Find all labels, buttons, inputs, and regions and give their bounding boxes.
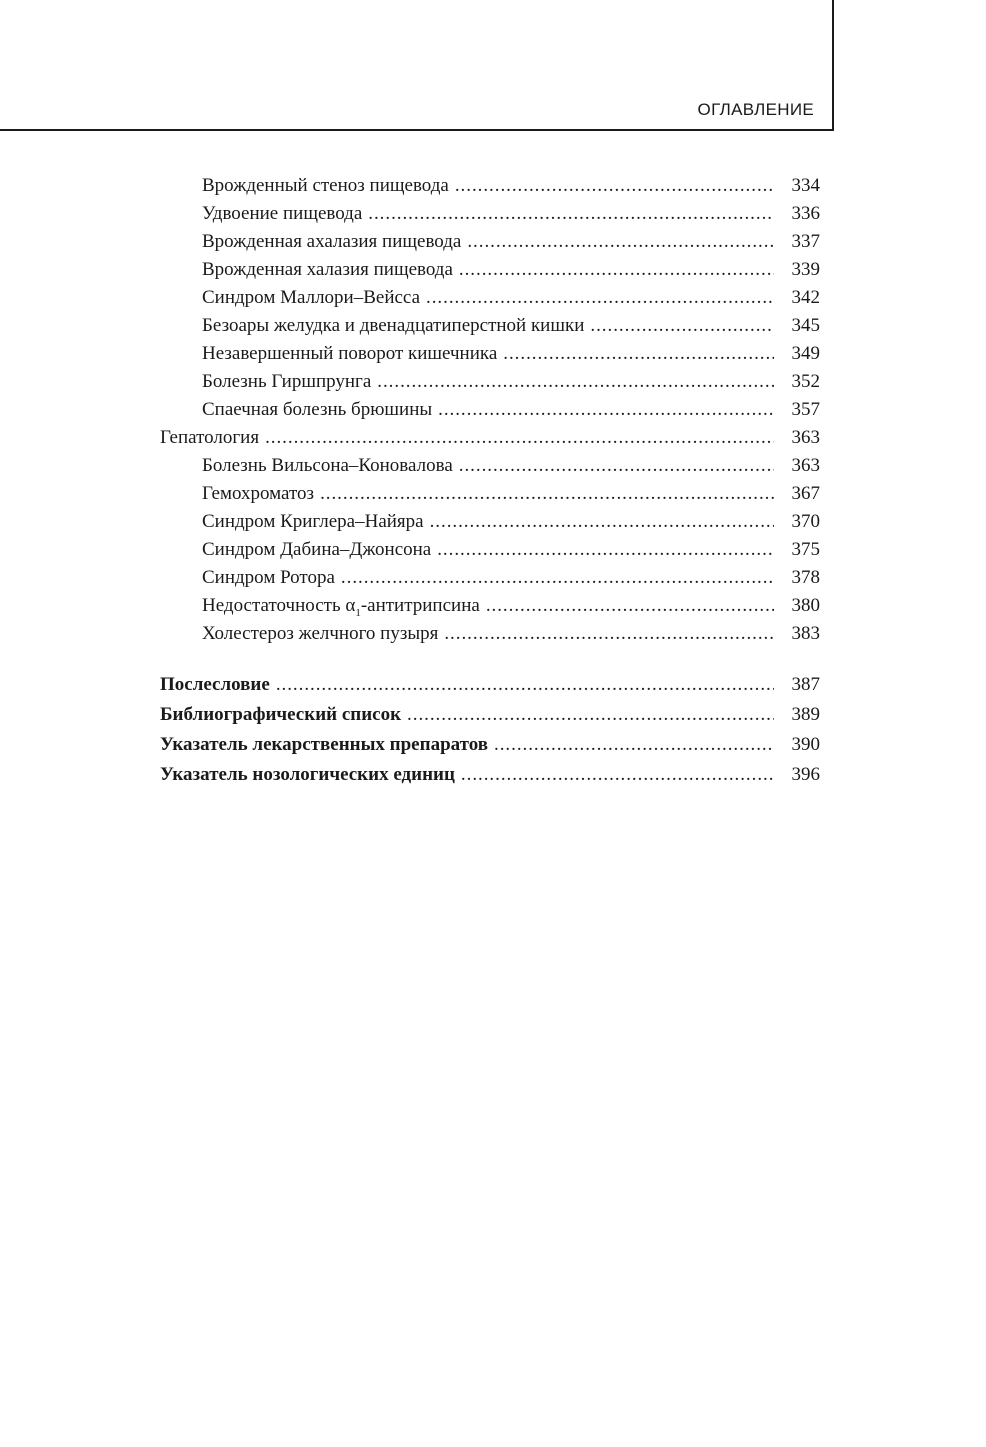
toc-entry-title: Синдром Криглера–Найяра (202, 511, 424, 532)
toc-chapter-entry[interactable] (160, 730, 820, 760)
toc-entry-title: Библиографический список (160, 704, 402, 725)
toc-entry-page: 375 (791, 539, 820, 560)
toc-entry[interactable] (160, 452, 820, 480)
toc-entry-title: Гепатология (160, 427, 260, 448)
toc-entry-page: 345 (791, 315, 820, 336)
toc-leader-dots (503, 340, 774, 368)
toc-entry[interactable] (160, 368, 820, 396)
toc-entry-page: 378 (791, 567, 820, 588)
toc-entry-page: 370 (791, 511, 820, 532)
toc-entry-page: 390 (791, 734, 820, 755)
toc-entry-page: 352 (791, 371, 820, 392)
toc-entry-page: 357 (791, 399, 820, 420)
toc-leader-dots (377, 368, 774, 396)
toc-leader-dots (494, 730, 774, 760)
running-head: ОГЛАВЛЕНИЕ (697, 100, 814, 119)
toc-leader-dots (459, 256, 774, 284)
toc-leader-dots (455, 172, 774, 200)
toc-entry[interactable] (160, 620, 820, 648)
toc-entry[interactable] (160, 564, 820, 592)
toc-leader-dots (430, 508, 774, 536)
toc-entry[interactable] (160, 172, 820, 200)
toc-entry-title: Синдром Маллори–Вейсса (202, 287, 421, 308)
toc-entry-page: 339 (791, 259, 820, 280)
toc-entry-title: Указатель лекарственных препаратов (160, 734, 489, 755)
toc-entry[interactable] (160, 284, 820, 312)
toc-entry-title: Послесловие (160, 674, 270, 695)
toc-entry[interactable] (160, 256, 820, 284)
header-vertical-rule (832, 0, 834, 131)
toc-entry-title: Холестероз желчного пузыря (202, 623, 439, 644)
toc-leader-dots (407, 700, 774, 730)
toc-entry-title-suffix: -антитрипсина (360, 595, 480, 616)
toc-entry-title-subscript: 1 (355, 606, 361, 619)
toc-entry[interactable] (160, 200, 820, 228)
toc-leader-dots (486, 592, 774, 620)
toc-entry-title-prefix: Недостаточность α (202, 595, 356, 616)
toc-entry[interactable] (160, 536, 820, 564)
toc-entry-page: 380 (791, 595, 820, 616)
toc-entry-title: Врожденный стеноз пищевода (202, 175, 449, 196)
toc-entry-page: 342 (791, 287, 820, 308)
toc-leader-dots (437, 536, 774, 564)
toc-entry-page: 396 (791, 764, 820, 785)
toc-leader-dots (459, 452, 774, 480)
toc-entry-title: Незавершенный поворот кишечника (202, 343, 498, 364)
toc-leader-dots (426, 284, 774, 312)
toc-entry-page: 363 (791, 455, 820, 476)
toc-leader-dots (276, 670, 774, 700)
toc-entry[interactable] (160, 228, 820, 256)
toc-entry[interactable] (160, 312, 820, 340)
toc-chapter-entry[interactable] (160, 670, 820, 700)
toc-entry-title: Синдром Ротора (202, 567, 335, 588)
toc-entry[interactable] (160, 508, 820, 536)
toc-leader-dots (320, 480, 774, 508)
toc-leader-dots (265, 424, 774, 452)
toc-entry-title: Удвоение пищевода (202, 203, 363, 224)
toc-chapter-entry[interactable] (160, 760, 820, 790)
toc-entry-page: 387 (791, 674, 820, 695)
toc-entry-title: Врожденная халазия пищевода (202, 259, 453, 280)
toc-leader-dots (438, 396, 774, 424)
toc-entry-title: Указатель нозологических единиц (160, 764, 455, 785)
table-of-contents (160, 172, 820, 790)
toc-entry-title: Синдром Дабина–Джонсона (202, 539, 432, 560)
toc-leader-dots (461, 760, 774, 790)
toc-leader-dots (590, 312, 774, 340)
toc-entry-title: Врожденная ахалазия пищевода (202, 231, 462, 252)
toc-section-entry[interactable] (160, 424, 820, 452)
toc-entry-title: Безоары желудка и двенадцатиперстной кишки (202, 315, 585, 336)
toc-entry-page: 337 (791, 231, 820, 252)
toc-entry-title: Спаечная болезнь брюшины (202, 399, 433, 420)
toc-leader-dots (467, 228, 774, 256)
toc-entry[interactable] (160, 592, 820, 620)
toc-entry-page: 336 (791, 203, 820, 224)
toc-entry-page: 383 (791, 623, 820, 644)
toc-entry-page: 367 (791, 483, 820, 504)
toc-entry-title: Болезнь Гиршпрунга (202, 371, 372, 392)
toc-entry-page: 363 (791, 427, 820, 448)
toc-entry-page: 349 (791, 343, 820, 364)
toc-chapter-entry[interactable] (160, 700, 820, 730)
toc-entry[interactable] (160, 340, 820, 368)
toc-entry-title: Болезнь Вильсона–Коновалова (202, 455, 453, 476)
toc-entry[interactable] (160, 396, 820, 424)
toc-leader-dots (341, 564, 774, 592)
toc-entry-title (160, 592, 486, 620)
toc-entry[interactable] (160, 480, 820, 508)
toc-entry-page: 334 (791, 175, 820, 196)
toc-leader-dots (368, 200, 774, 228)
toc-entry-page: 389 (791, 704, 820, 725)
toc-leader-dots (444, 620, 774, 648)
toc-entry-title: Гемохроматоз (202, 483, 315, 504)
header-horizontal-rule (0, 129, 834, 131)
